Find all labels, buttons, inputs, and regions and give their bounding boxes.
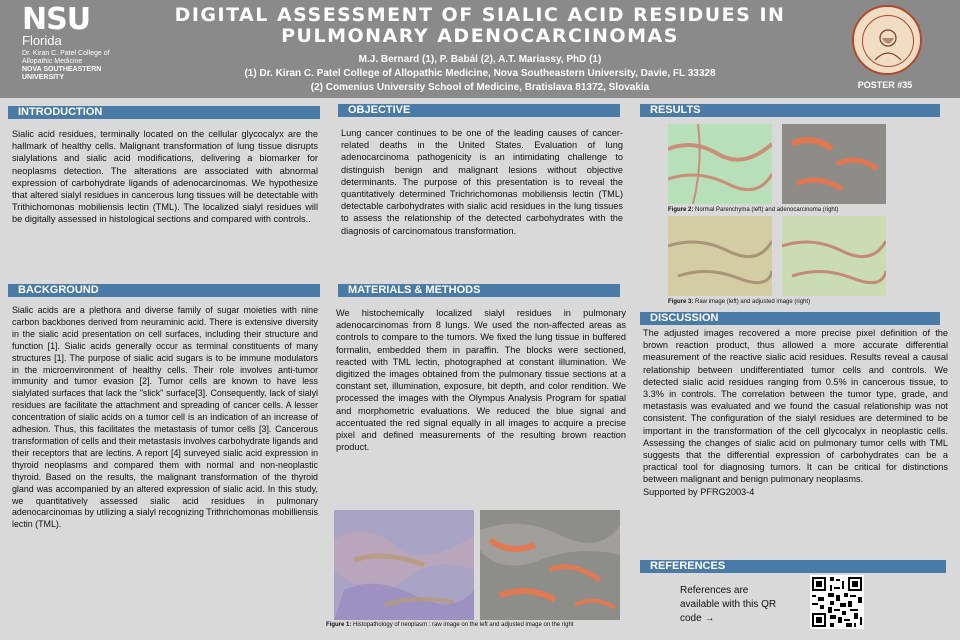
references-text: References are available with this QR code → [680,585,777,624]
figure3-caption-label: Figure 3: [668,299,694,305]
figure2-caption-label: Figure 2: [668,207,694,213]
affiliation-2: (2) Comenius University School of Medicine, Bratislava 81372, Slovakia [310,82,650,93]
introduction-heading: INTRODUCTION [8,106,320,119]
background-body: Sialic acids are a plethora and diverse family of sugar moieties with nine carbon backbones derived from neuraminic acid. There is extensive diversity in the sialic acid presentation on cell surfaces, including their structure and function [1]. Sialic acids generally occur as terminal constituents of many structures [1]. The purpose of sialic acid sugars is to be immune modulators in the microenvironment of healthy cells. Their role involves anti-tumor immunity and tumor evasion [2]. Tumor cells are known to have less sialylated surfaces that lack the "slick" surface[3]. Consequently, lack of sialyl residues are facilitate the attachment and spreading of cancer cells. A lesser concentration of sialic acids on a tumor cell is an indication of an increase of adhesion. Thus, this facilitates the metastasis of tumor cells [3]. Cancerous transformation of cells and their metastasis involves carbohydrate ligands and their receptors that are lectins. A report [4] surveyed sialic acid expression in thyroid neoplasms and compared them with normal and non-neoplastic thyroid. Based on the results, the malignant transformation of the thyroid gland was accompanied by an altered expression of sialic acid. In this study, we quantitatively assessed sialic acid residues in pulmonary adenocarcinomas by utilizing a sialyl recognizing Trithrichomonas mobilliensis lectin (TML). [12,305,318,530]
discussion-body [643,327,948,498]
logo-sub: Florida [22,33,62,48]
poster-header [0,0,960,98]
university-seal-icon [852,5,922,75]
figure2-normal-image [668,124,772,204]
background-heading: BACKGROUND [8,284,320,297]
references-heading: REFERENCES [640,560,946,573]
logo-university: NOVA SOUTHEASTERN UNIVERSITY [22,66,102,81]
figure3-adjusted-image [782,216,886,296]
poster-title: DIGITAL ASSESSMENT OF SIALIC ACID RESIDUES IN PULMONARY ADENOCARCINOMAS [174,4,786,47]
objective-body: Lung cancer continues to be one of the leading causes of cancer-related deaths in the United States. Evaluation of lung adenocarcinoma pathogenicity is an intimidating challenge to distinguish benign and malignant lesions without objective determinants. The purpose of this presentation is to reveal the quantitatively determined Trichrichomonas mobiliensis lectin (TML) detectable carbohydrates with sialic acid residues in the lung tissues to assess the relationship of the detected carbohydrates with the diagnosis of carcinomatous transformation. [341,128,623,236]
logo-main: NSU [22,2,91,37]
figure2-adenocarcinoma-image [782,124,886,204]
figure3-caption-text: Raw image (left) and adjusted image (right) [695,299,811,305]
discussion-heading: DISCUSSION [640,312,940,325]
figure2-caption [668,206,898,214]
qr-code-icon[interactable] [810,575,864,629]
poster-number: POSTER #35 [857,80,913,90]
introduction-body: Sialic acid residues, terminally located on the cellular glycocalyx are the hallmark of healthy cells. Malignant transformation of lung tissue disrupts sialylations and sialic acid modifications, delivering a biomarker for neoplasms detection. The alterations are associated with abnormal expression of carbohydrate ligands of adenocarcinomas. We hypothesize that altered sialyl residues in cancerous lung tissues will be detectable with Trithichomonas mobiliensis lectin (TML). The localized sialyl residues will be digitally assessed in histological sections and compared with controls.. [12,129,318,225]
methods-body: We histochemically localized sialyl residues in pulmonary adenocarcinomas from 8 lungs. We used the non-affected areas as controls to compare to the tumors. We fixed the lung tissue in buffered formalin, embedded them in paraffin. The blocks were sectioned, reacted with TML lectin, photographed at constant illumination. We digitized the images obtained from the pulmonary tissue sections at a constant set, illumination, exposure, bit depth, and color rendition. We processed the images with the Olympus Analysis Program for spatial and morphometric evaluations. We reduced the blue signal and accentuated the red signal equally in all images to acquire a precise pixel and defined measurements of the resulting brown reaction product. [336,308,626,453]
figure2-caption-text: Normal Parenchyma (left) and adenocarcinoma (right) [695,207,839,213]
objective-heading: OBJECTIVE [338,104,620,117]
affiliation-1: (1) Dr. Kiran C. Patel College of Allopathic Medicine, Nova Southeastern University, Davie, FL 33328 [244,68,716,79]
discussion-text: The adjusted images recovered a more precise pixel definition of the brown reaction product, thus allowed a more accurate differential measurement of the reactive sialic acid residues. Results reveal a causal relationship between undifferentiated tumor cells and controls. We detected sialic acid residues ranging from 0.5% in cancerous tissue, to 3.3% in controls. The correlation between the tumor type, grade, and metastasis was evaluated and we found the casual relationship was not consistent. The configuration of the sialyl residues are determined to be important in the transformation of the cell glycocalyx in neoplastic cells. Assessing the changes of sialic acid on pulmonary tumor cells with TML suggests that the differential expression of carbohydrates can be a practical tool for diagnosing tumors. It can be critical for distinctions between malignant and benign pulmonary neoplasms. [643,328,948,485]
figure3-raw-image [668,216,772,296]
figure1-adjusted-image [480,510,620,620]
figure3-caption [668,298,898,306]
results-heading: RESULTS [640,104,940,117]
discussion-support: Supported by PFRG2003-4 [643,486,755,497]
logo-college: Dr. Kiran C. Patel College of Allopathic Medicine [22,50,110,65]
figure1-caption [326,621,626,629]
figure1-caption-text: Histopathology of neoplasm : raw image on the left and adjusted image on the right [353,622,574,628]
authors-block [130,53,830,95]
figure1-raw-image [334,510,474,620]
methods-heading: MATERIALS & METHODS [338,284,620,297]
figure1-caption-label: Figure 1: [326,622,352,628]
nsu-logo [22,2,132,82]
authors: M.J. Bernard (1), P. Babál (2), A.T. Mariassy, PhD (1) [358,54,602,65]
